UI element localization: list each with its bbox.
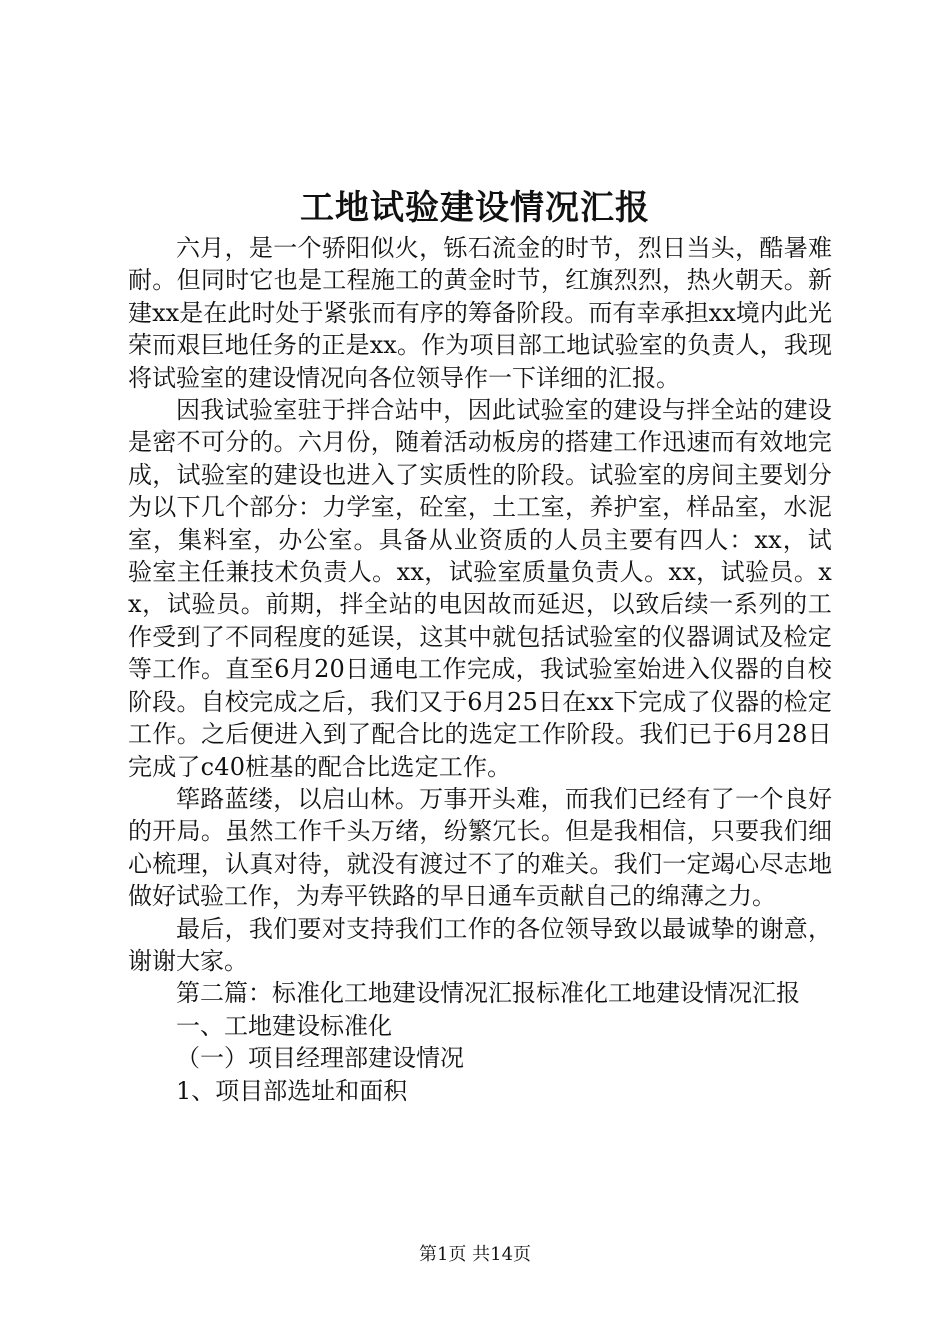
document-body (128, 232, 832, 1107)
paragraph-outlook: 筚路蓝缕，以启山林。万事开头难，而我们已经有了一个良好的开局。虽然工作千头万绪，纷繁冗长。但是我相信，只要我们细心梳理，认真对待，就没有渡过不了的难关。我们一定竭心尽志地做好试验工作，为寿平铁路的早日通车贡献自己的绵薄之力。 (128, 784, 832, 911)
heading-item-one: 1、项目部选址和面积 (176, 1076, 408, 1105)
paragraph-thanks: 最后，我们要对支持我们工作的各位领导致以最诚挚的谢意，谢谢大家。 (128, 914, 832, 975)
heading-subsection-one: （一）项目经理部建设情况 (176, 1044, 464, 1073)
paragraph-lab-construction: 因我试验室驻于拌合站中，因此试验室的建设与拌全站的建设是密不可分的。六月份，随着活动板房的搭建工作迅速而有效地完成，试验室的建设也进入了实质性的阶段。试验室的房间主要划分为以下几个部分：力学室，砼室，土工室，养护室，样品室，水泥室，集料室，办公室。具备从业资质的人员主要有四人：xx，试验室主任兼技术负责人。xx，试验室质量负责人。xx，试验员。xx，试验员。前期，拌全站的电因故而延迟，以致后续一系列的工作受到了不同程度的延误，这其中就包括试验室的仪器调试及检定等工作。直至6月20日通电工作完成，我试验室始进入仪器的自校阶段。自校完成之后，我们又于6月25日在xx下完成了仪器的检定工作。之后便进入到了配合比的选定工作阶段。我们已于6月28日完成了c40桩基的配合比选定工作。 (128, 396, 832, 781)
paragraph-second-article-title: 第二篇：标准化工地建设情况汇报标准化工地建设情况汇报 (176, 979, 800, 1008)
heading-section-one: 一、工地建设标准化 (176, 1011, 392, 1040)
page-number-footer: 第1页 共14页 (418, 1244, 532, 1265)
document-title: 工地试验建设情况汇报 (300, 188, 650, 228)
paragraph-opening: 六月，是一个骄阳似火，铄石流金的时节，烈日当头，酷暑难耐。但同时它也是工程施工的黄金时节，红旗烈烈，热火朝天。新建xx是在此时处于紧张而有序的筹备阶段。而有幸承担xx境内此光荣而艰巨地任务的正是xx。作为项目部工地试验室的负责人，我现将试验室的建设情况向各位领导作一下详细的汇报。 (128, 234, 832, 392)
